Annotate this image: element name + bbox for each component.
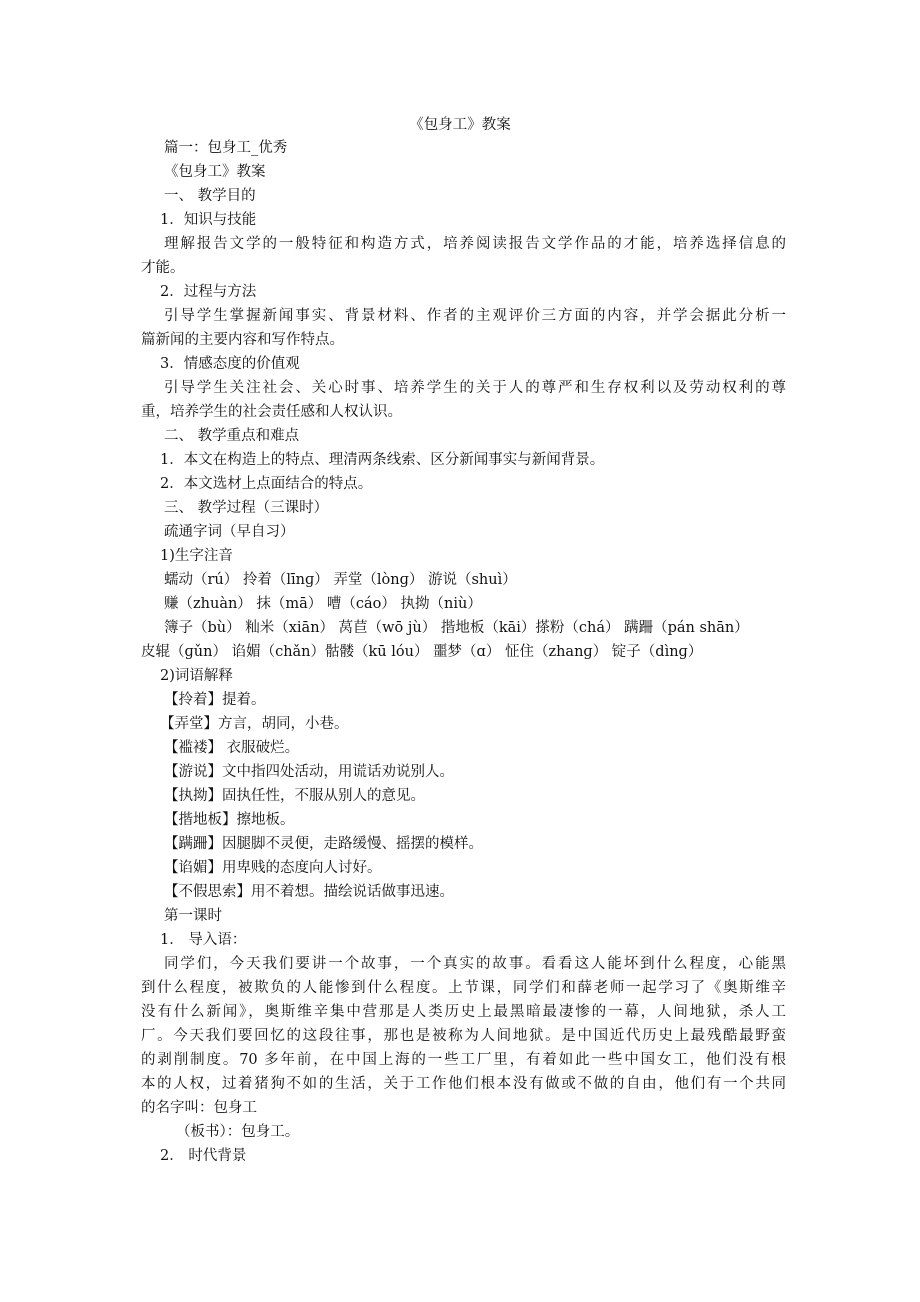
pinyin-line: 簿子（bù） 籼米（xiān） 莴苣（wō jù） 揩地板（kāi）搽粉（chá） 蹒跚（pán shān） bbox=[164, 620, 749, 636]
pinyin-line: 蠕动（rú） 拎着（līnɡ） 弄堂（lònɡ） 游说（shuì） bbox=[164, 572, 517, 588]
lesson-heading: 第一课时 bbox=[164, 908, 222, 924]
glossary-item: 【弄堂】方言，胡同，小巷。 bbox=[160, 716, 349, 732]
paragraph-line: 本的人权，过着猪狗不如的生活，关于工作他们根本没有做或不做的自由，他们有一个共同 bbox=[141, 1076, 786, 1092]
subsection-heading: 2． 时代背景 bbox=[160, 1148, 247, 1164]
subsection-heading: 疏通字词（早自习） bbox=[164, 524, 295, 540]
glossary-item: 【揩地板】擦地板。 bbox=[164, 812, 295, 828]
paragraph-line: 引导学生关注社会、关心时事、培养学生的关于人的尊严和生存权利以及劳动权利的尊 bbox=[164, 380, 786, 396]
board-note: （板书）：包身工。 bbox=[176, 1124, 300, 1140]
paragraph-line: 的名字叫：包身工 bbox=[141, 1100, 257, 1116]
subsection-heading: 1． 导入语： bbox=[160, 932, 247, 948]
chapter-heading: 篇一：包身工_优秀 bbox=[164, 140, 288, 156]
paragraph-line: 同学们，今天我们要讲一个故事，一个真实的故事。看看这人能坏到什么程度，心能黑 bbox=[164, 956, 786, 972]
paragraph-line: 才能。 bbox=[141, 260, 185, 276]
subsection-heading: 1．知识与技能 bbox=[160, 212, 257, 228]
paragraph-line: 的剥削制度。70 多年前，在中国上海的一些工厂里，有着如此一些中国女工，他们没有根 bbox=[141, 1052, 786, 1068]
paragraph-line: 重，培养学生的社会责任感和人权认识。 bbox=[141, 404, 402, 420]
pinyin-line: 皮辊（ɡǔn） 谄媚（chǎn）骷髅（kū lóu） 噩梦（ɑ） 怔住（zhanɡ） 锭子（dìnɡ） bbox=[141, 644, 703, 660]
document-title: 《包身工》教案 bbox=[409, 117, 511, 133]
glossary-item: 【褴褛】 衣服破烂。 bbox=[164, 740, 300, 756]
subsection-heading: 1)生字注音 bbox=[160, 548, 233, 564]
paragraph-line: 到什么程度，被欺负的人能惨到什么程度。上节课，同学们和薛老师一起学习了《奥斯维辛 bbox=[141, 980, 786, 996]
glossary-item: 【游说】文中指四处活动，用谎话劝说别人。 bbox=[164, 764, 454, 780]
glossary-item: 【不假思索】用不着想。描绘说话做事迅速。 bbox=[164, 884, 454, 900]
subsection-heading: 3．情感态度的价值观 bbox=[160, 356, 300, 372]
paragraph-line: 理解报告文学的一般特征和构造方式，培养阅读报告文学作品的才能，培养选择信息的 bbox=[164, 236, 786, 252]
section-heading: 一、 教学目的 bbox=[164, 188, 256, 204]
subsection-heading: 2)词语解释 bbox=[160, 668, 233, 684]
glossary-item: 【拎着】提着。 bbox=[164, 692, 266, 708]
pinyin-line: 赚（zhuàn） 抹（mā） 嘈（cáo） 执拗（niù） bbox=[164, 596, 482, 612]
glossary-item: 【谄媚】用卑贱的态度向人讨好。 bbox=[164, 860, 382, 876]
list-item: 2．本文选材上点面结合的特点。 bbox=[160, 476, 373, 492]
paragraph-line: 引导学生掌握新闻事实、背景材料、作者的主观评价三方面的内容，并学会据此分析一 bbox=[164, 308, 786, 324]
list-item: 1．本文在构造上的特点、理清两条线索、区分新闻事实与新闻背景。 bbox=[160, 452, 605, 468]
glossary-item: 【蹒跚】因腿脚不灵便，走路缓慢、摇摆的模样。 bbox=[164, 836, 483, 852]
paragraph-line: 厂。今天我们要回忆的这段往事，那也是被称为人间地狱。是中国近代历史上最残酷最野蛮 bbox=[141, 1028, 786, 1044]
glossary-item: 【执拗】固执任性，不服从别人的意见。 bbox=[164, 788, 425, 804]
section-heading: 三、 教学过程（三课时） bbox=[164, 500, 329, 516]
subsection-heading: 2．过程与方法 bbox=[160, 284, 257, 300]
paragraph-line: 没有什么新闻》，奥斯维辛集中营那是人类历史上最黑暗最凄惨的一幕，人间地狱，杀人工 bbox=[141, 1004, 786, 1020]
paragraph-line: 篇新闻的主要内容和写作特点。 bbox=[141, 332, 344, 348]
subtitle: 《包身工》教案 bbox=[164, 164, 266, 180]
section-heading: 二、 教学重点和难点 bbox=[164, 428, 300, 444]
